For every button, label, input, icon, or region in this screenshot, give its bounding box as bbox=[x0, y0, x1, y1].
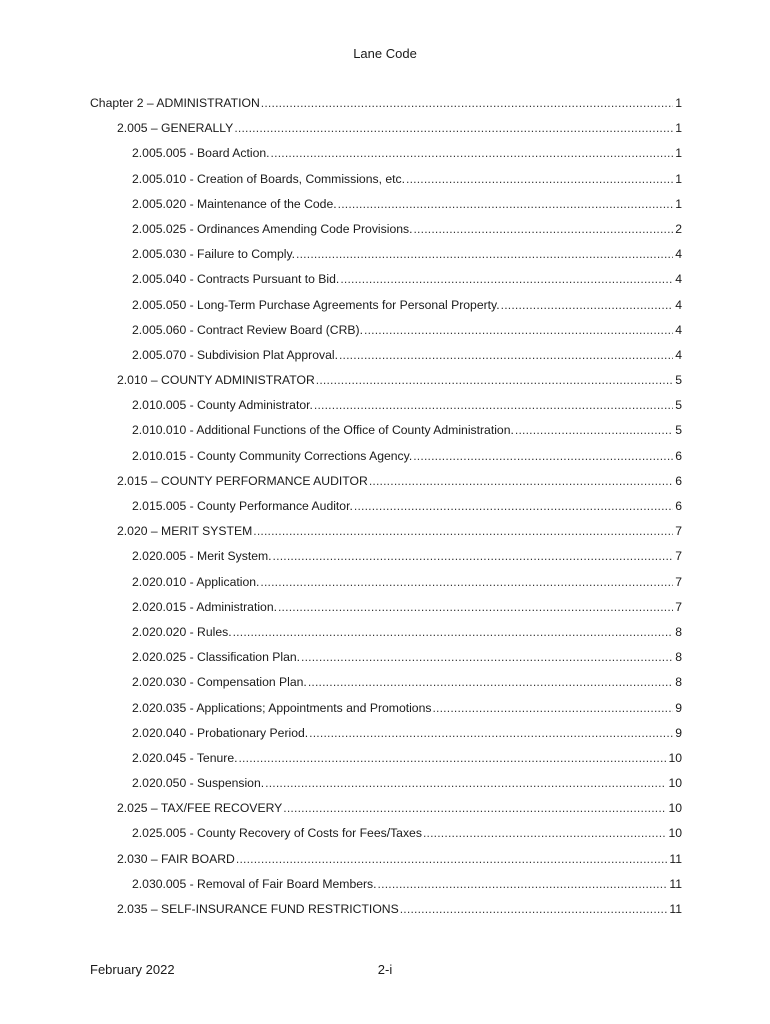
toc-entry-page: 7 bbox=[675, 574, 682, 589]
toc-entry[interactable] bbox=[90, 696, 682, 721]
toc-entry-page: 4 bbox=[675, 347, 682, 362]
toc-entry-page: 10 bbox=[668, 750, 682, 765]
toc-dot-leader bbox=[314, 393, 673, 418]
toc-entry[interactable] bbox=[90, 595, 682, 620]
toc-entry-title: 2.020.020 - Rules. bbox=[132, 624, 232, 639]
toc-entry-title: 2.020.025 - Classification Plan. bbox=[132, 650, 301, 665]
toc-entry-title: 2.015.005 - County Performance Auditor. bbox=[132, 499, 353, 513]
toc-entry[interactable] bbox=[90, 141, 682, 166]
toc-entry[interactable] bbox=[90, 746, 682, 771]
toc-entry[interactable] bbox=[90, 418, 682, 443]
toc-entry[interactable] bbox=[90, 444, 682, 469]
toc-entry-page: 5 bbox=[675, 398, 682, 413]
toc-entry-title: 2.005.070 - Subdivision Plat Approval. bbox=[132, 347, 338, 362]
toc-dot-leader bbox=[271, 141, 674, 166]
toc-dot-leader bbox=[236, 847, 667, 872]
toc-entry[interactable] bbox=[90, 519, 682, 544]
toc-entry[interactable] bbox=[90, 821, 682, 846]
toc-entry-page: 1 bbox=[675, 146, 682, 161]
toc-entry[interactable] bbox=[90, 469, 682, 494]
footer-date: February 2022 bbox=[90, 962, 175, 977]
toc-dot-leader bbox=[265, 771, 666, 796]
toc-dot-leader bbox=[261, 91, 673, 116]
toc-dot-leader bbox=[238, 746, 666, 771]
toc-entry-page: 7 bbox=[675, 599, 682, 614]
toc-entry-page: 4 bbox=[675, 322, 682, 337]
toc-dot-leader bbox=[432, 696, 673, 721]
toc-entry-page: 8 bbox=[675, 675, 682, 690]
toc-entry-title: 2.010.010 - Additional Functions of the Office of County Administration. bbox=[132, 423, 514, 438]
toc-entry[interactable] bbox=[90, 872, 682, 897]
toc-entry[interactable] bbox=[90, 771, 682, 796]
toc-entry-page: 6 bbox=[675, 473, 682, 488]
toc-entry[interactable] bbox=[90, 267, 682, 292]
toc-entry-page: 9 bbox=[675, 700, 682, 715]
toc-dot-leader bbox=[296, 242, 673, 267]
toc-entry-title: 2.005.005 - Board Action. bbox=[132, 146, 270, 161]
toc-entry-title: 2.005.010 - Creation of Boards, Commissions, etc. bbox=[132, 171, 405, 186]
toc-entry-title: 2.035 – SELF-INSURANCE FUND RESTRICTIONS bbox=[117, 902, 399, 916]
toc-dot-leader bbox=[260, 570, 673, 595]
toc-dot-leader bbox=[515, 418, 673, 443]
toc-entry-page: 4 bbox=[675, 297, 682, 312]
toc-entry-title: 2.030.005 - Removal of Fair Board Members. bbox=[132, 876, 377, 891]
toc-dot-leader bbox=[364, 318, 673, 343]
toc-dot-leader bbox=[369, 469, 673, 494]
toc-entry-page: 11 bbox=[669, 902, 682, 916]
toc-entry-page: 10 bbox=[668, 801, 682, 816]
toc-entry-title: 2.010.015 - County Community Corrections Agency. bbox=[132, 448, 413, 463]
toc-entry-title: 2.030 – FAIR BOARD bbox=[117, 851, 235, 866]
toc-entry[interactable] bbox=[90, 897, 682, 922]
toc-entry-page: 10 bbox=[668, 776, 682, 791]
toc-entry-page: 7 bbox=[675, 524, 682, 539]
footer-page-number: 2-i bbox=[377, 962, 393, 977]
toc-entry[interactable] bbox=[90, 217, 682, 242]
toc-entry[interactable] bbox=[90, 645, 682, 670]
toc-entry[interactable] bbox=[90, 318, 682, 343]
toc-entry[interactable] bbox=[90, 544, 682, 569]
toc-entry-title: 2.020 – MERIT SYSTEM bbox=[117, 524, 253, 539]
page-header: Lane Code bbox=[353, 46, 417, 61]
toc-entry-title: 2.005.020 - Maintenance of the Code. bbox=[132, 196, 337, 211]
toc-entry-title: 2.020.050 - Suspension. bbox=[132, 776, 265, 791]
toc-dot-leader bbox=[378, 872, 668, 897]
toc-dot-leader bbox=[253, 519, 673, 544]
toc-entry-title: 2.020.035 - Applications; Appointments and Promotions bbox=[132, 700, 432, 715]
toc-dot-leader bbox=[273, 544, 674, 569]
toc-dot-leader bbox=[413, 444, 673, 469]
toc-dot-leader bbox=[338, 192, 674, 217]
toc-entry-title: 2.005.030 - Failure to Comply. bbox=[132, 247, 296, 262]
toc-dot-leader bbox=[283, 796, 666, 821]
toc-entry-page: 4 bbox=[675, 272, 682, 287]
toc-entry[interactable] bbox=[90, 670, 682, 695]
toc-entry-title: 2.005.060 - Contract Review Board (CRB). bbox=[132, 322, 363, 337]
toc-entry-page: 1 bbox=[675, 196, 682, 211]
toc-entry-page: 1 bbox=[675, 121, 682, 136]
toc-entry[interactable] bbox=[90, 293, 682, 318]
table-of-contents bbox=[90, 91, 682, 922]
toc-entry-page: 9 bbox=[675, 725, 682, 740]
toc-entry-page: 11 bbox=[669, 876, 682, 891]
toc-entry-title: 2.020.045 - Tenure. bbox=[132, 750, 238, 765]
toc-entry-page: 11 bbox=[669, 851, 682, 866]
toc-entry-title: 2.025.005 - County Recovery of Costs for Fees/Taxes bbox=[132, 826, 422, 841]
toc-entry[interactable] bbox=[90, 796, 682, 821]
toc-entry[interactable] bbox=[90, 393, 682, 418]
toc-dot-leader bbox=[301, 645, 673, 670]
toc-entry-title: 2.005.040 - Contracts Pursuant to Bid. bbox=[132, 272, 340, 287]
toc-entry-title: 2.020.010 - Application. bbox=[132, 574, 260, 589]
toc-entry[interactable] bbox=[90, 368, 682, 393]
toc-entry-page: 6 bbox=[675, 499, 682, 513]
toc-entry-title: 2.005.050 - Long-Term Purchase Agreements for Personal Property. bbox=[132, 297, 500, 312]
toc-entry[interactable] bbox=[90, 192, 682, 217]
toc-entry-title: 2.020.015 - Administration. bbox=[132, 599, 277, 614]
toc-entry[interactable] bbox=[90, 721, 682, 746]
toc-dot-leader bbox=[340, 267, 673, 292]
toc-entry-title: 2.015 – COUNTY PERFORMANCE AUDITOR bbox=[117, 473, 368, 488]
toc-entry-title: 2.020.040 - Probationary Period. bbox=[132, 725, 309, 740]
toc-entry[interactable] bbox=[90, 620, 682, 645]
toc-dot-leader bbox=[309, 721, 673, 746]
toc-entry-title: Chapter 2 – ADMINISTRATION bbox=[90, 96, 260, 110]
toc-entry-page: 2 bbox=[675, 221, 682, 236]
toc-dot-leader bbox=[406, 167, 673, 192]
toc-entry-page: 8 bbox=[675, 650, 682, 665]
toc-entry-title: 2.020.030 - Compensation Plan. bbox=[132, 675, 307, 690]
toc-entry-page: 7 bbox=[675, 549, 682, 564]
toc-entry[interactable] bbox=[90, 343, 682, 368]
toc-entry[interactable] bbox=[90, 847, 682, 872]
toc-entry-page: 10 bbox=[668, 826, 682, 841]
toc-dot-leader bbox=[278, 595, 673, 620]
toc-dot-leader bbox=[400, 897, 668, 922]
toc-entry-page: 1 bbox=[675, 96, 682, 110]
toc-entry-page: 8 bbox=[675, 624, 682, 639]
toc-entry-title: 2.010 – COUNTY ADMINISTRATOR bbox=[117, 373, 315, 388]
toc-dot-leader bbox=[233, 620, 674, 645]
toc-entry[interactable] bbox=[90, 242, 682, 267]
toc-dot-leader bbox=[308, 670, 673, 695]
toc-entry-title: 2.025 – TAX/FEE RECOVERY bbox=[117, 801, 283, 816]
toc-dot-leader bbox=[354, 494, 673, 519]
toc-dot-leader bbox=[316, 368, 673, 393]
toc-dot-leader bbox=[234, 116, 673, 141]
toc-dot-leader bbox=[413, 217, 673, 242]
toc-entry-page: 6 bbox=[675, 448, 682, 463]
toc-entry-title: 2.005 – GENERALLY bbox=[117, 121, 234, 136]
toc-dot-leader bbox=[501, 293, 674, 318]
toc-dot-leader bbox=[423, 821, 667, 846]
toc-entry-page: 5 bbox=[675, 373, 682, 388]
toc-entry[interactable] bbox=[90, 91, 682, 116]
toc-entry-title: 2.010.005 - County Administrator. bbox=[132, 398, 313, 413]
toc-entry-page: 1 bbox=[675, 171, 682, 186]
toc-entry[interactable] bbox=[90, 116, 682, 141]
toc-entry-title: 2.005.025 - Ordinances Amending Code Provisions. bbox=[132, 221, 413, 236]
toc-entry-title: 2.020.005 - Merit System. bbox=[132, 549, 272, 564]
toc-entry[interactable] bbox=[90, 494, 682, 519]
toc-entry[interactable] bbox=[90, 167, 682, 192]
toc-entry-page: 4 bbox=[675, 247, 682, 262]
toc-dot-leader bbox=[339, 343, 673, 368]
toc-entry[interactable] bbox=[90, 570, 682, 595]
toc-entry-page: 5 bbox=[675, 423, 682, 438]
